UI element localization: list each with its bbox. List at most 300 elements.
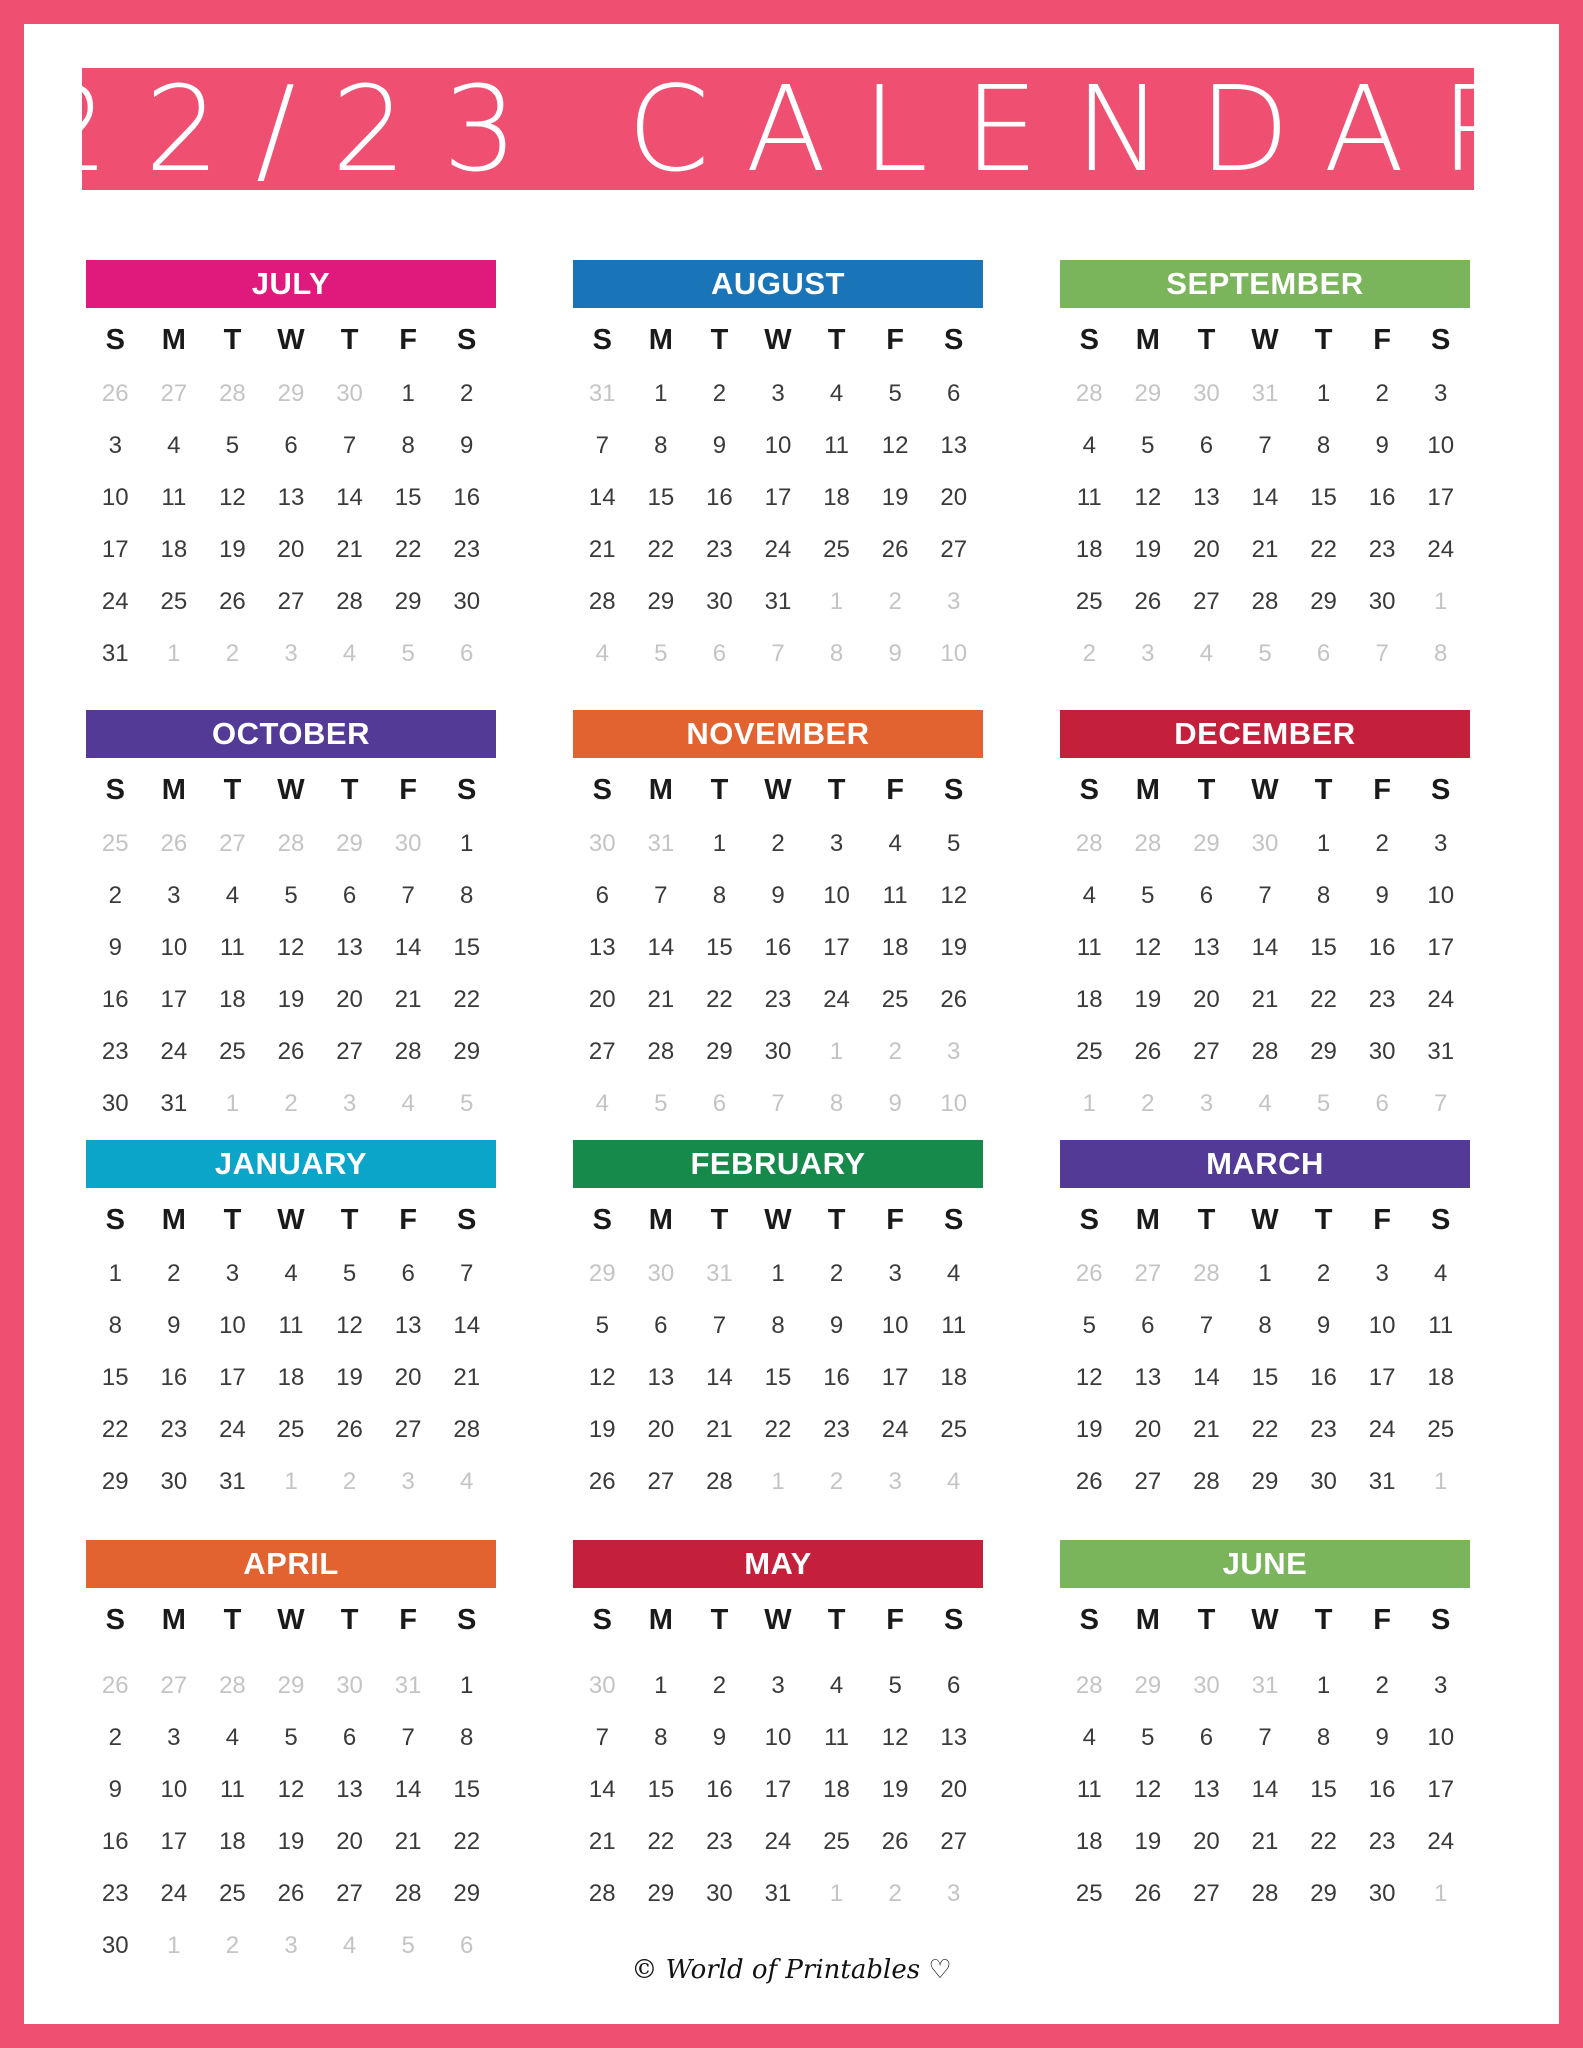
day-cell: 31	[1427, 1038, 1455, 1065]
weekday-label: W	[764, 1204, 792, 1236]
day-cell: 5	[1082, 1312, 1096, 1339]
month-november	[573, 710, 983, 1130]
weekday-label: T	[1197, 1604, 1216, 1636]
day-cell: 20	[588, 986, 616, 1013]
weekday-label: S	[944, 774, 964, 806]
day-cell: 18	[1075, 986, 1103, 1013]
day-grid	[1060, 1248, 1470, 1508]
weekday-label: S	[944, 324, 964, 356]
day-cell: 23	[101, 1038, 129, 1065]
day-cell: 6	[342, 882, 357, 909]
day-cell: 8	[401, 432, 415, 459]
day-cell-adjacent-month: 3	[1199, 1090, 1214, 1117]
day-cell: 7	[1199, 1312, 1214, 1339]
day-cell-adjacent-month: 29	[277, 380, 305, 407]
day-cell: 23	[453, 536, 481, 563]
day-cell: 9	[108, 934, 122, 961]
day-cell-adjacent-month: 3	[947, 1880, 961, 1907]
weekday-label: T	[223, 774, 242, 806]
day-cell-adjacent-month: 2	[888, 588, 902, 615]
day-cell: 23	[764, 986, 792, 1013]
day-cell: 27	[588, 1038, 616, 1065]
day-cell: 31	[101, 640, 129, 667]
day-cell-adjacent-month: 10	[940, 640, 968, 667]
day-cell-adjacent-month: 28	[1075, 1672, 1103, 1699]
day-cell-adjacent-month: 1	[167, 640, 181, 667]
day-cell: 24	[1368, 1416, 1396, 1443]
day-cell: 25	[1075, 1038, 1103, 1065]
day-grid	[86, 818, 496, 1130]
day-cell: 21	[706, 1416, 733, 1443]
day-cell: 26	[1134, 1038, 1162, 1065]
day-cell: 4	[167, 432, 181, 459]
day-cell: 26	[881, 536, 909, 563]
day-cell: 25	[940, 1416, 968, 1443]
day-cell: 10	[1427, 432, 1455, 459]
day-cell: 28	[394, 1038, 422, 1065]
day-cell: 21	[394, 1828, 422, 1855]
day-cell: 26	[588, 1468, 616, 1495]
weekday-label: T	[827, 774, 846, 806]
day-cell: 6	[947, 380, 961, 407]
day-cell-adjacent-month: 26	[101, 380, 129, 407]
day-cell: 9	[1375, 882, 1389, 909]
day-cell: 27	[1193, 588, 1220, 615]
day-cell: 3	[225, 1260, 240, 1287]
day-cell-adjacent-month: 3	[888, 1468, 902, 1495]
day-cell: 5	[284, 882, 298, 909]
day-cell: 14	[1251, 934, 1279, 961]
day-cell-adjacent-month: 4	[1258, 1090, 1272, 1117]
day-cell: 14	[1251, 1776, 1279, 1803]
day-cell: 2	[1375, 830, 1389, 857]
day-cell-adjacent-month: 26	[101, 1672, 129, 1699]
day-cell: 11	[824, 1724, 850, 1751]
day-cell: 30	[764, 1038, 792, 1065]
weekday-label: S	[1079, 774, 1099, 806]
day-cell: 19	[881, 1776, 909, 1803]
day-cell-adjacent-month: 7	[1434, 1090, 1448, 1117]
day-cell: 25	[1075, 588, 1103, 615]
day-cell-adjacent-month: 29	[277, 1672, 305, 1699]
day-cell: 12	[1134, 484, 1162, 511]
day-cell: 29	[453, 1880, 481, 1907]
day-cell: 16	[453, 484, 481, 511]
day-cell: 12	[277, 1776, 305, 1803]
day-cell: 6	[342, 1724, 357, 1751]
day-cell-adjacent-month: 8	[829, 1090, 844, 1117]
day-cell: 11	[278, 1312, 304, 1339]
weekday-label: T	[340, 774, 359, 806]
day-cell: 4	[947, 1260, 961, 1287]
day-cell: 5	[284, 1724, 298, 1751]
weekday-label: S	[1431, 1204, 1451, 1236]
day-cell-adjacent-month: 1	[771, 1468, 785, 1495]
day-cell: 8	[771, 1312, 785, 1339]
day-cell: 8	[1316, 882, 1331, 909]
day-cell: 27	[336, 1880, 363, 1907]
weekday-label: W	[277, 1604, 305, 1636]
day-cell: 20	[394, 1364, 422, 1391]
day-cell-adjacent-month: 30	[588, 1672, 616, 1699]
day-cell: 28	[1193, 1468, 1220, 1495]
day-cell: 29	[1251, 1468, 1279, 1495]
day-cell: 21	[1251, 1828, 1279, 1855]
day-cell: 28	[394, 1880, 422, 1907]
day-cell: 9	[1375, 1724, 1389, 1751]
day-cell: 22	[1251, 1416, 1279, 1443]
month-june	[1060, 1540, 1470, 1920]
day-cell-adjacent-month: 28	[219, 380, 246, 407]
day-cell: 3	[771, 380, 785, 407]
day-cell: 12	[219, 484, 246, 511]
weekday-header-row	[573, 1200, 983, 1240]
day-cell: 24	[160, 1038, 188, 1065]
day-cell-adjacent-month: 3	[401, 1468, 415, 1495]
day-cell: 17	[160, 1828, 188, 1855]
day-cell-adjacent-month: 3	[947, 1038, 961, 1065]
day-cell: 7	[342, 432, 357, 459]
day-cell: 9	[108, 1776, 122, 1803]
day-cell-adjacent-month: 27	[160, 1672, 188, 1699]
day-cell: 3	[108, 432, 122, 459]
month-march	[1060, 1140, 1470, 1508]
day-cell-adjacent-month: 5	[401, 1932, 415, 1959]
day-cell-adjacent-month: 2	[829, 1468, 844, 1495]
day-cell: 18	[1075, 1828, 1103, 1855]
day-cell: 3	[829, 830, 844, 857]
day-grid	[86, 1248, 496, 1508]
day-cell: 6	[401, 1260, 415, 1287]
day-cell: 10	[1427, 882, 1455, 909]
day-cell: 17	[1427, 1776, 1455, 1803]
day-cell: 18	[219, 986, 246, 1013]
day-cell: 2	[712, 1672, 727, 1699]
month-july	[86, 260, 496, 680]
day-cell: 18	[881, 934, 909, 961]
day-cell: 23	[101, 1880, 129, 1907]
day-cell: 18	[823, 484, 850, 511]
day-cell: 14	[588, 484, 616, 511]
day-cell-adjacent-month: 7	[1375, 640, 1389, 667]
day-cell-adjacent-month: 1	[167, 1932, 181, 1959]
day-cell: 1	[460, 830, 474, 857]
weekday-label: T	[827, 1204, 846, 1236]
day-cell-adjacent-month: 1	[829, 1038, 844, 1065]
day-cell-adjacent-month: 9	[888, 1090, 902, 1117]
day-cell: 3	[1434, 1672, 1448, 1699]
weekday-label: W	[277, 324, 305, 356]
day-cell-adjacent-month: 6	[712, 1090, 727, 1117]
weekday-label: S	[457, 324, 477, 356]
month-header: JANUARY	[86, 1140, 496, 1188]
weekday-header-row	[573, 320, 983, 360]
day-cell: 16	[1368, 484, 1396, 511]
weekday-header-row	[1060, 1200, 1470, 1240]
day-cell: 10	[764, 432, 792, 459]
day-cell: 22	[647, 1828, 675, 1855]
day-cell: 7	[401, 882, 415, 909]
weekday-label: T	[710, 1604, 729, 1636]
day-cell: 14	[336, 484, 363, 511]
month-header: FEBRUARY	[573, 1140, 983, 1188]
day-cell: 5	[595, 1312, 609, 1339]
day-cell-adjacent-month: 7	[771, 640, 785, 667]
day-cell: 29	[647, 588, 675, 615]
weekday-label: T	[223, 324, 242, 356]
day-cell: 6	[654, 1312, 668, 1339]
day-cell-adjacent-month: 29	[588, 1260, 616, 1287]
day-cell: 13	[336, 1776, 363, 1803]
weekday-label: S	[105, 1204, 125, 1236]
weekday-label: F	[886, 1604, 904, 1636]
day-cell: 29	[453, 1038, 481, 1065]
day-cell: 15	[101, 1364, 129, 1391]
weekday-label: S	[105, 1604, 125, 1636]
weekday-label: S	[1431, 1604, 1451, 1636]
month-header: MARCH	[1060, 1140, 1470, 1188]
day-cell: 10	[160, 1776, 188, 1803]
weekday-header-row	[86, 1600, 496, 1640]
day-cell-adjacent-month: 28	[1075, 830, 1103, 857]
day-cell: 9	[460, 432, 474, 459]
day-cell: 24	[823, 986, 850, 1013]
day-cell: 9	[829, 1312, 844, 1339]
day-cell: 24	[881, 1416, 909, 1443]
day-cell: 15	[1310, 934, 1337, 961]
day-cell-adjacent-month: 3	[284, 1932, 298, 1959]
month-header: SEPTEMBER	[1060, 260, 1470, 308]
day-cell: 24	[1427, 986, 1455, 1013]
day-cell: 27	[1193, 1038, 1220, 1065]
day-cell: 2	[1375, 380, 1389, 407]
day-cell: 9	[1316, 1312, 1331, 1339]
day-cell: 13	[588, 934, 616, 961]
day-cell: 11	[1076, 484, 1102, 511]
day-cell: 15	[647, 484, 675, 511]
day-cell: 17	[881, 1364, 909, 1391]
day-cell: 29	[1310, 588, 1337, 615]
day-cell-adjacent-month: 2	[225, 1932, 240, 1959]
day-cell: 27	[277, 588, 305, 615]
day-cell: 12	[277, 934, 305, 961]
day-cell: 11	[1428, 1312, 1454, 1339]
day-cell: 30	[1310, 1468, 1337, 1495]
day-cell-adjacent-month: 2	[888, 1880, 902, 1907]
day-cell: 17	[219, 1364, 246, 1391]
day-cell: 18	[940, 1364, 968, 1391]
day-cell-adjacent-month: 29	[1134, 380, 1162, 407]
day-cell: 29	[394, 588, 422, 615]
day-cell: 22	[706, 986, 733, 1013]
footer-credit: © World of Printables ♡	[631, 1955, 952, 1985]
weekday-label: W	[1251, 1604, 1279, 1636]
day-cell: 16	[101, 1828, 129, 1855]
day-cell: 26	[336, 1416, 363, 1443]
day-cell: 6	[947, 1672, 961, 1699]
day-cell: 12	[1075, 1364, 1103, 1391]
day-cell-adjacent-month: 27	[219, 830, 246, 857]
day-cell: 1	[108, 1260, 122, 1287]
weekday-label: T	[340, 1204, 359, 1236]
day-cell-adjacent-month: 30	[336, 1672, 363, 1699]
weekday-label: T	[827, 324, 846, 356]
day-cell: 8	[654, 432, 668, 459]
day-cell: 22	[1310, 536, 1337, 563]
weekday-label: F	[1373, 324, 1391, 356]
weekday-label: M	[161, 774, 186, 806]
weekday-label: W	[1251, 1204, 1279, 1236]
day-cell-adjacent-month: 30	[647, 1260, 675, 1287]
day-cell: 21	[647, 986, 675, 1013]
day-cell: 20	[1193, 986, 1220, 1013]
day-cell: 19	[588, 1416, 616, 1443]
day-cell: 27	[940, 536, 968, 563]
day-cell-adjacent-month: 4	[1199, 640, 1214, 667]
day-cell: 23	[1310, 1416, 1337, 1443]
day-cell: 20	[336, 1828, 363, 1855]
day-cell: 8	[712, 882, 727, 909]
title-banner	[33, 60, 1559, 198]
day-cell: 23	[1368, 1828, 1396, 1855]
weekday-label: M	[161, 1604, 186, 1636]
day-cell: 27	[1193, 1880, 1220, 1907]
weekday-header-row	[86, 770, 496, 810]
day-cell: 26	[1134, 588, 1162, 615]
day-cell: 4	[225, 1724, 240, 1751]
weekday-header-row	[86, 320, 496, 360]
day-cell: 20	[940, 1776, 968, 1803]
weekday-label: W	[277, 774, 305, 806]
day-cell: 13	[277, 484, 305, 511]
day-cell: 19	[277, 986, 305, 1013]
day-cell: 17	[1427, 484, 1455, 511]
day-cell: 13	[940, 432, 968, 459]
day-cell-adjacent-month: 31	[706, 1260, 733, 1287]
day-cell: 16	[1368, 934, 1396, 961]
day-cell: 2	[829, 1260, 844, 1287]
day-cell: 18	[160, 536, 188, 563]
day-cell: 16	[764, 934, 792, 961]
weekday-label: T	[1314, 1204, 1333, 1236]
day-cell: 5	[342, 1260, 357, 1287]
weekday-label: S	[944, 1204, 964, 1236]
day-cell: 17	[160, 986, 188, 1013]
day-cell-adjacent-month: 31	[394, 1672, 422, 1699]
day-cell: 21	[1251, 536, 1279, 563]
day-cell: 4	[829, 380, 844, 407]
day-cell: 30	[1368, 1038, 1396, 1065]
day-cell: 14	[647, 934, 675, 961]
day-cell: 23	[823, 1416, 850, 1443]
day-cell: 28	[647, 1038, 675, 1065]
day-cell: 18	[1075, 536, 1103, 563]
day-cell: 24	[1427, 1828, 1455, 1855]
day-cell: 15	[453, 1776, 481, 1803]
day-cell-adjacent-month: 1	[1434, 1468, 1448, 1495]
day-cell-adjacent-month: 27	[1134, 1260, 1162, 1287]
day-grid	[573, 1660, 983, 1920]
day-cell: 8	[460, 882, 474, 909]
day-grid	[573, 818, 983, 1130]
day-cell: 6	[1141, 1312, 1155, 1339]
day-cell: 30	[101, 1090, 129, 1117]
weekday-label: M	[161, 1204, 186, 1236]
day-cell: 6	[595, 882, 609, 909]
day-cell: 17	[101, 536, 129, 563]
month-header: AUGUST	[573, 260, 983, 308]
day-cell: 5	[1141, 1724, 1155, 1751]
day-cell-adjacent-month: 10	[940, 1090, 968, 1117]
day-cell-adjacent-month: 4	[342, 1932, 357, 1959]
day-cell-adjacent-month: 5	[654, 1090, 668, 1117]
day-cell: 6	[1199, 432, 1214, 459]
weekday-label: T	[1314, 1604, 1333, 1636]
day-cell: 20	[277, 536, 305, 563]
month-april	[86, 1540, 496, 1972]
day-cell: 10	[881, 1312, 909, 1339]
day-cell: 17	[823, 934, 850, 961]
day-cell: 12	[1134, 1776, 1162, 1803]
day-cell: 1	[712, 830, 727, 857]
day-cell: 16	[1368, 1776, 1396, 1803]
day-cell: 22	[764, 1416, 792, 1443]
weekday-label: S	[457, 1604, 477, 1636]
day-cell: 1	[1316, 830, 1331, 857]
day-cell: 14	[394, 1776, 422, 1803]
day-cell-adjacent-month: 5	[460, 1090, 474, 1117]
month-may	[573, 1540, 983, 1920]
weekday-label: S	[1431, 324, 1451, 356]
day-cell: 2	[712, 380, 727, 407]
weekday-label: M	[1135, 324, 1160, 356]
day-cell-adjacent-month: 2	[888, 1038, 902, 1065]
weekday-header-row	[573, 770, 983, 810]
day-cell-adjacent-month: 25	[101, 830, 129, 857]
day-grid	[1060, 818, 1470, 1130]
day-cell: 20	[1134, 1416, 1162, 1443]
weekday-label: M	[1135, 774, 1160, 806]
day-cell: 28	[588, 1880, 616, 1907]
month-december	[1060, 710, 1470, 1130]
day-cell: 11	[219, 934, 245, 961]
weekday-label: T	[340, 1604, 359, 1636]
day-cell: 27	[940, 1828, 968, 1855]
day-cell: 12	[588, 1364, 616, 1391]
day-cell: 31	[764, 588, 792, 615]
day-cell: 7	[1258, 882, 1272, 909]
day-cell: 19	[881, 484, 909, 511]
day-cell: 4	[1082, 432, 1096, 459]
day-cell: 5	[1141, 882, 1155, 909]
day-cell-adjacent-month: 30	[1193, 380, 1220, 407]
day-cell: 31	[219, 1468, 246, 1495]
day-cell-adjacent-month: 2	[225, 640, 240, 667]
day-cell: 10	[823, 882, 850, 909]
day-cell-adjacent-month: 2	[284, 1090, 298, 1117]
day-cell: 21	[1193, 1416, 1220, 1443]
day-cell: 22	[453, 1828, 481, 1855]
day-cell: 5	[1141, 432, 1155, 459]
day-cell-adjacent-month: 1	[225, 1090, 240, 1117]
day-cell-adjacent-month: 3	[1141, 640, 1155, 667]
day-cell: 5	[888, 1672, 902, 1699]
day-cell: 1	[401, 380, 415, 407]
day-cell: 28	[336, 588, 363, 615]
day-cell: 13	[647, 1364, 675, 1391]
weekday-label: T	[1197, 324, 1216, 356]
day-cell: 21	[336, 536, 363, 563]
